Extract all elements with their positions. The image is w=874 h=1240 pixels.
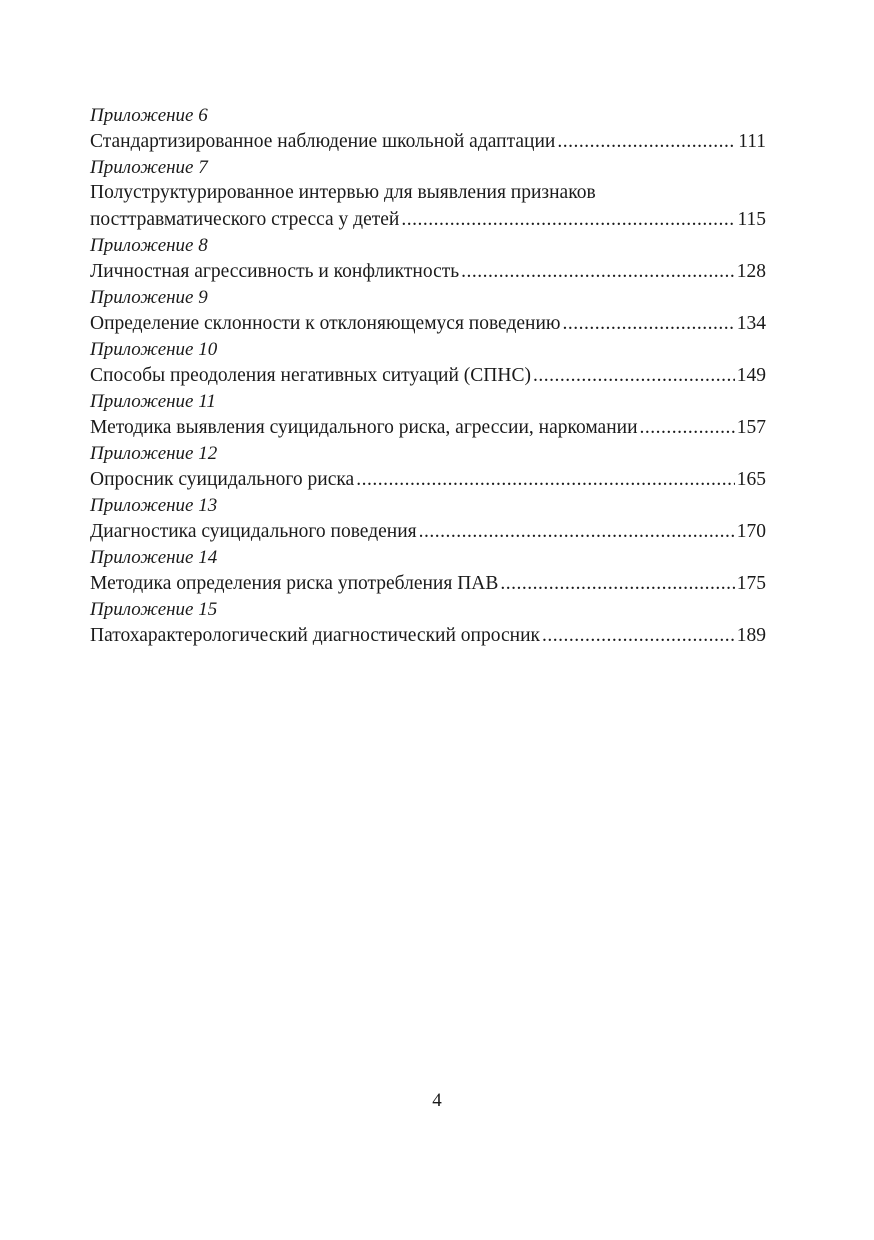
- toc-line[interactable]: [90, 622, 766, 650]
- dot-leader: [401, 206, 735, 234]
- dot-leader: [356, 466, 735, 494]
- toc-title: Методика определения риска употребления ПАВ: [90, 573, 499, 594]
- dot-leader: [461, 258, 735, 286]
- toc-line[interactable]: [90, 128, 766, 156]
- toc-title: Диагностика суицидального поведения: [90, 521, 417, 542]
- dot-leader: [542, 622, 735, 650]
- toc-title: посттравматического стресса у детей: [90, 209, 400, 230]
- toc-entry: [90, 390, 766, 442]
- toc-line[interactable]: [90, 258, 766, 286]
- dot-leader: [640, 414, 735, 442]
- toc-line[interactable]: [90, 518, 766, 546]
- page-number: 4: [432, 1090, 442, 1111]
- appendix-label: Приложение 12: [90, 443, 218, 464]
- toc-title-first-line: Полуструктурированное интервью для выявления признаков: [90, 182, 596, 203]
- toc-line[interactable]: [90, 310, 766, 338]
- toc-title: Патохарактерологический диагностический опросник: [90, 625, 540, 646]
- toc-title: Методика выявления суицидального риска, агрессии, наркомании: [90, 417, 638, 438]
- appendix-label: Приложение 9: [90, 287, 208, 308]
- appendix-label: Приложение 7: [90, 157, 208, 178]
- toc-line[interactable]: [90, 206, 766, 234]
- table-of-contents: [90, 104, 766, 650]
- dot-leader: [557, 128, 736, 156]
- appendix-label: Приложение 14: [90, 547, 218, 568]
- toc-page-number: 175: [736, 573, 766, 594]
- toc-title: Определение склонности к отклоняющемуся поведению: [90, 313, 561, 334]
- toc-page-number: 170: [736, 521, 766, 542]
- toc-entry: [90, 598, 766, 650]
- toc-line[interactable]: [90, 414, 766, 442]
- toc-title: Опросник суицидального риска: [90, 469, 355, 490]
- toc-page-number: 165: [736, 469, 766, 490]
- toc-entry: [90, 546, 766, 598]
- toc-page-number: 189: [736, 625, 766, 646]
- toc-entry: [90, 442, 766, 494]
- appendix-label: Приложение 11: [90, 391, 216, 412]
- dot-leader: [562, 310, 734, 338]
- toc-title: Способы преодоления негативных ситуаций (СПНС): [90, 365, 531, 386]
- dot-leader: [419, 518, 735, 546]
- dot-leader: [500, 570, 734, 598]
- toc-page-number: 128: [736, 261, 766, 282]
- toc-entry: [90, 234, 766, 286]
- toc-page-number: 115: [737, 209, 766, 230]
- toc-title: Личностная агрессивность и конфликтность: [90, 261, 460, 282]
- appendix-label: Приложение 6: [90, 105, 208, 126]
- toc-entry: [90, 156, 766, 234]
- toc-title: Стандартизированное наблюдение школьной адаптации: [90, 131, 556, 152]
- appendix-label: Приложение 13: [90, 495, 218, 516]
- toc-page-number: 157: [736, 417, 766, 438]
- appendix-label: Приложение 15: [90, 599, 218, 620]
- toc-line[interactable]: [90, 570, 766, 598]
- toc-line[interactable]: [90, 362, 766, 390]
- dot-leader: [533, 362, 735, 390]
- toc-entry: [90, 104, 766, 156]
- appendix-label: Приложение 10: [90, 339, 218, 360]
- toc-page-number: 111: [738, 131, 766, 152]
- toc-page-number: 134: [736, 313, 766, 334]
- toc-entry: [90, 494, 766, 546]
- toc-entry: [90, 286, 766, 338]
- toc-line[interactable]: [90, 466, 766, 494]
- appendix-label: Приложение 8: [90, 235, 208, 256]
- toc-entry: [90, 338, 766, 390]
- toc-page-number: 149: [736, 365, 766, 386]
